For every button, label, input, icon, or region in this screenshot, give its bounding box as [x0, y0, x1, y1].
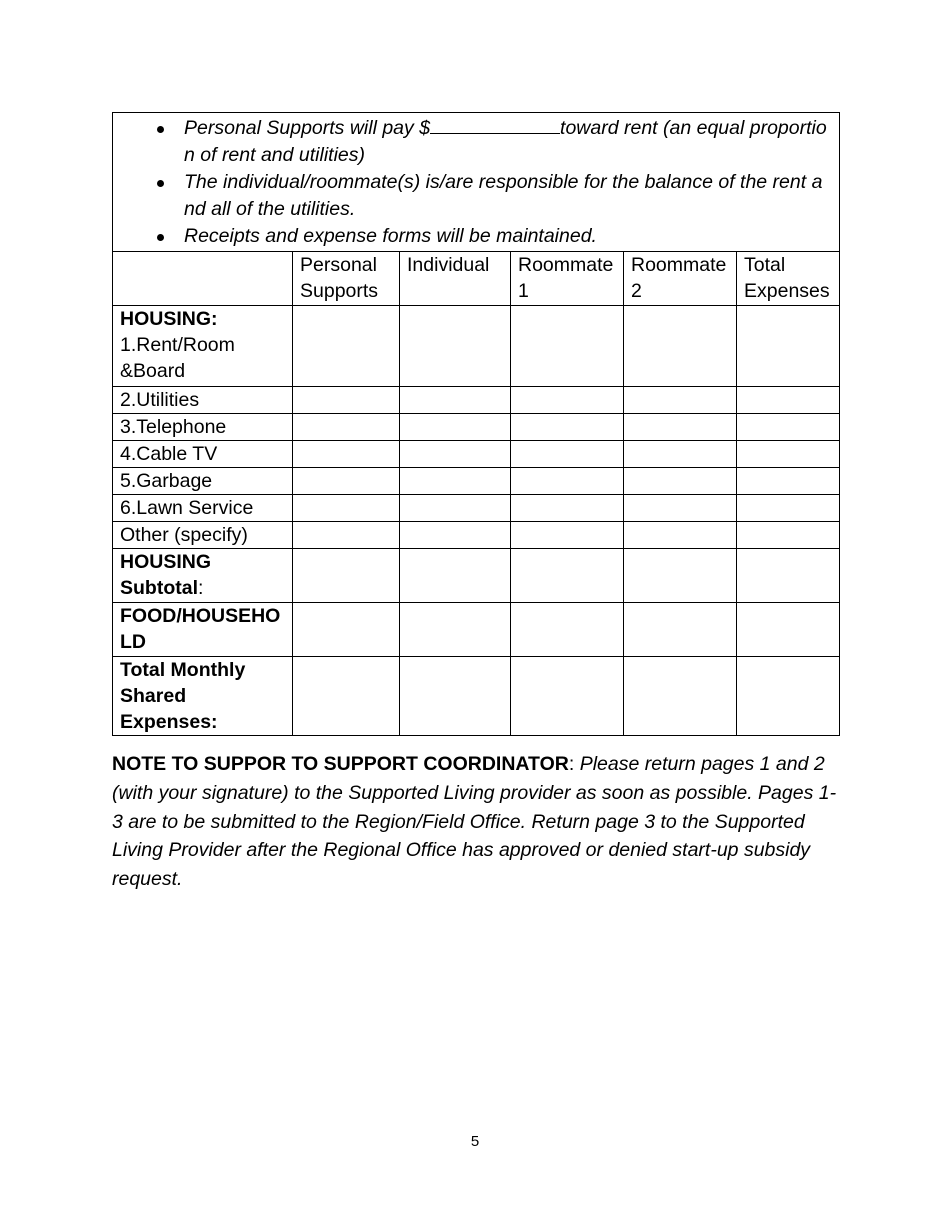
cell-total-expenses[interactable] — [737, 494, 840, 521]
cell-individual[interactable] — [400, 521, 511, 548]
cell-personal-supports[interactable] — [293, 548, 400, 602]
cell-individual[interactable] — [400, 467, 511, 494]
table-row-other — [113, 521, 840, 548]
bullet-cell — [113, 113, 840, 252]
table-row-lawn-service — [113, 494, 840, 521]
table-row-garbage — [113, 467, 840, 494]
cell-individual[interactable] — [400, 386, 511, 413]
cell-personal-supports[interactable] — [293, 305, 400, 386]
cell-personal-supports[interactable] — [293, 413, 400, 440]
table-row-housing — [113, 305, 840, 386]
row-label-telephone: 3.Telephone — [113, 413, 293, 440]
cell-personal-supports[interactable] — [293, 386, 400, 413]
bullet-text: The individual/roommate(s) is/are responsible for the balance of the rent and all of the utilities. — [184, 171, 823, 220]
cell-roommate-1[interactable] — [511, 467, 624, 494]
header-blank-cell — [113, 251, 293, 305]
cell-personal-supports[interactable] — [293, 602, 400, 656]
row-label-lawn-service: 6.Lawn Service — [113, 494, 293, 521]
amount-blank-line — [430, 115, 560, 134]
row-label-garbage: 5.Garbage — [113, 467, 293, 494]
cell-total-expenses[interactable] — [737, 656, 840, 735]
table-row-total-monthly — [113, 656, 840, 735]
cell-roommate-2[interactable] — [624, 467, 737, 494]
cell-roommate-1[interactable] — [511, 494, 624, 521]
rent-room-board-label: 1.Rent/Room &Board — [120, 333, 235, 382]
note-colon: : — [568, 753, 575, 775]
cell-roommate-1[interactable] — [511, 656, 624, 735]
bullet-icon — [157, 234, 164, 241]
cell-total-expenses[interactable] — [737, 467, 840, 494]
cell-roommate-2[interactable] — [624, 386, 737, 413]
cell-roommate-2[interactable] — [624, 305, 737, 386]
row-label-total-monthly: Total Monthly Shared Expenses: — [113, 656, 293, 735]
bullet-item-personal-supports — [184, 115, 832, 168]
cell-roommate-1[interactable] — [511, 305, 624, 386]
cell-personal-supports[interactable] — [293, 656, 400, 735]
note-label: NOTE TO SUPPOR TO SUPPORT COORDINATOR — [112, 753, 569, 775]
cell-personal-supports[interactable] — [293, 521, 400, 548]
bullet-row — [113, 113, 840, 252]
header-roommate-2: Roommate 2 — [624, 251, 737, 305]
cell-roommate-2[interactable] — [624, 494, 737, 521]
cell-roommate-2[interactable] — [624, 521, 737, 548]
header-roommate-1: Roommate 1 — [511, 251, 624, 305]
table-row-telephone — [113, 413, 840, 440]
cell-roommate-2[interactable] — [624, 548, 737, 602]
row-label-food-household: FOOD/HOUSEHOLD — [113, 602, 293, 656]
cell-personal-supports[interactable] — [293, 467, 400, 494]
cell-individual[interactable] — [400, 494, 511, 521]
table-row-utilities — [113, 386, 840, 413]
cell-roommate-1[interactable] — [511, 386, 624, 413]
bullet-icon — [157, 126, 164, 133]
bullet-list — [120, 115, 832, 250]
cell-roommate-2[interactable] — [624, 413, 737, 440]
cell-roommate-2[interactable] — [624, 602, 737, 656]
cell-roommate-1[interactable] — [511, 413, 624, 440]
row-label-utilities: 2.Utilities — [113, 386, 293, 413]
cell-individual[interactable] — [400, 440, 511, 467]
row-label-cable-tv: 4.Cable TV — [113, 440, 293, 467]
shared-expenses-table — [112, 112, 840, 736]
bullet-icon — [157, 180, 164, 187]
row-label-housing — [113, 305, 293, 386]
bullet-item-balance — [184, 169, 832, 222]
cell-roommate-1[interactable] — [511, 548, 624, 602]
housing-heading: HOUSING: — [120, 307, 218, 330]
cell-personal-supports[interactable] — [293, 440, 400, 467]
table-row-food-household — [113, 602, 840, 656]
note-to-support-coordinator — [112, 750, 842, 894]
cell-roommate-2[interactable] — [624, 440, 737, 467]
cell-total-expenses[interactable] — [737, 386, 840, 413]
note-text: Please return pages 1 and 2 (with your signature) to the Supported Living provider as soon as possible. Pages 1-3 are to be submitted to the Region/Field Office. Return page 3 to the Supported Living Provider after the Regional Office has approved or denied start-up subsidy request. — [112, 753, 837, 891]
housing-subtotal-label: HOUSING Subtotal — [120, 550, 212, 599]
table-row-cable-tv — [113, 440, 840, 467]
cell-roommate-1[interactable] — [511, 521, 624, 548]
cell-total-expenses[interactable] — [737, 602, 840, 656]
cell-total-expenses[interactable] — [737, 521, 840, 548]
page-number: 5 — [470, 1133, 480, 1150]
cell-total-expenses[interactable] — [737, 413, 840, 440]
bullet-text-prefix: Personal Supports will pay $ — [184, 117, 431, 139]
bullet-text: Receipts and expense forms will be maintained. — [184, 225, 597, 247]
cell-individual[interactable] — [400, 548, 511, 602]
cell-individual[interactable] — [400, 413, 511, 440]
table-row-housing-subtotal — [113, 548, 840, 602]
header-individual: Individual — [400, 251, 511, 305]
cell-total-expenses[interactable] — [737, 305, 840, 386]
bullet-item-receipts — [184, 223, 832, 250]
row-label-housing-subtotal — [113, 548, 293, 602]
cell-roommate-1[interactable] — [511, 602, 624, 656]
header-personal-supports: Personal Supports — [293, 251, 400, 305]
housing-subtotal-colon: : — [198, 576, 204, 599]
cell-individual[interactable] — [400, 305, 511, 386]
cell-personal-supports[interactable] — [293, 494, 400, 521]
cell-roommate-2[interactable] — [624, 656, 737, 735]
header-row — [113, 251, 840, 305]
bullet-text-suffix: toward rent (an equal proportion of rent and utilities) — [184, 117, 827, 166]
cell-roommate-1[interactable] — [511, 440, 624, 467]
header-total-expenses: Total Expenses — [737, 251, 840, 305]
cell-total-expenses[interactable] — [737, 440, 840, 467]
cell-total-expenses[interactable] — [737, 548, 840, 602]
cell-individual[interactable] — [400, 602, 511, 656]
cell-individual[interactable] — [400, 656, 511, 735]
row-label-other: Other (specify) — [113, 521, 293, 548]
